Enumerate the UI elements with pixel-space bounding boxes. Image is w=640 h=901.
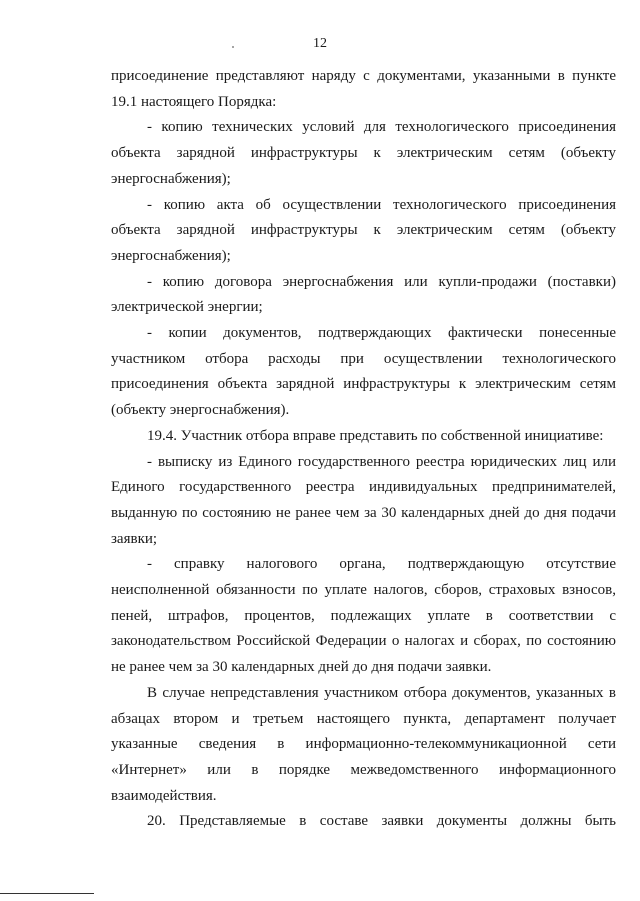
paragraph-list-item: - копию договора энергоснабжения или купли-продажи (поставки) электрической энергии; bbox=[111, 273, 616, 316]
paragraph-list-item: - выписку из Единого государственного реестра юридических лиц или Единого государственного реестра индивидуальных предпринимателей, выданную по состоянию не ранее чем за 30 календарных дней до дня подачи заявки; bbox=[111, 453, 616, 547]
paragraph-list-item: - копии документов, подтверждающих фактически понесенные участником отбора расходы при осуществлении технологического присоединения объекта зарядной инфраструктуры к электрическим сетям (объекту энергоснабжения). bbox=[111, 325, 616, 419]
paragraph-clause-20: 20. Представляемые в составе заявки документы должны быть bbox=[147, 813, 616, 830]
footnote-rule bbox=[0, 893, 94, 894]
paragraph: присоединение представляют наряду с документами, указанными в пункте 19.1 настоящего Порядка: bbox=[111, 68, 616, 110]
paragraph-list-item: - справку налогового органа, подтверждающую отсутствие неисполненной обязанности по уплате налогов, сборов, страховых взносов, пеней, штрафов, процентов, подлежащих уплате в соответствии с законодательством Российской Федерации о налогах и сборах, по состоянию не ранее чем за 30 календарных дней до дня подачи заявки. bbox=[111, 556, 616, 676]
paragraph-clause-19-4: 19.4. Участник отбора вправе представить по собственной инициативе: bbox=[147, 427, 604, 444]
paragraph: В случае непредставления участником отбора документов, указанных в абзацах втором и третьем настоящего пункта, департамент получает указанные сведения в информационно-телекоммуникационной сети «Интернет» или в порядке межведомственного информационного взаимодействия. bbox=[111, 684, 616, 804]
paragraph-list-item: - копию технических условий для технологического присоединения объекта зарядной инфраструктуры к электрическим сетям (объекту энергоснабжения); bbox=[111, 119, 616, 187]
document-body bbox=[111, 64, 616, 835]
scan-speck bbox=[232, 46, 234, 48]
page-number: 12 bbox=[313, 36, 327, 51]
paragraph-list-item: - копию акта об осуществлении технологического присоединения объекта зарядной инфраструктуры к электрическим сетям (объекту энергоснабжения); bbox=[111, 196, 616, 264]
